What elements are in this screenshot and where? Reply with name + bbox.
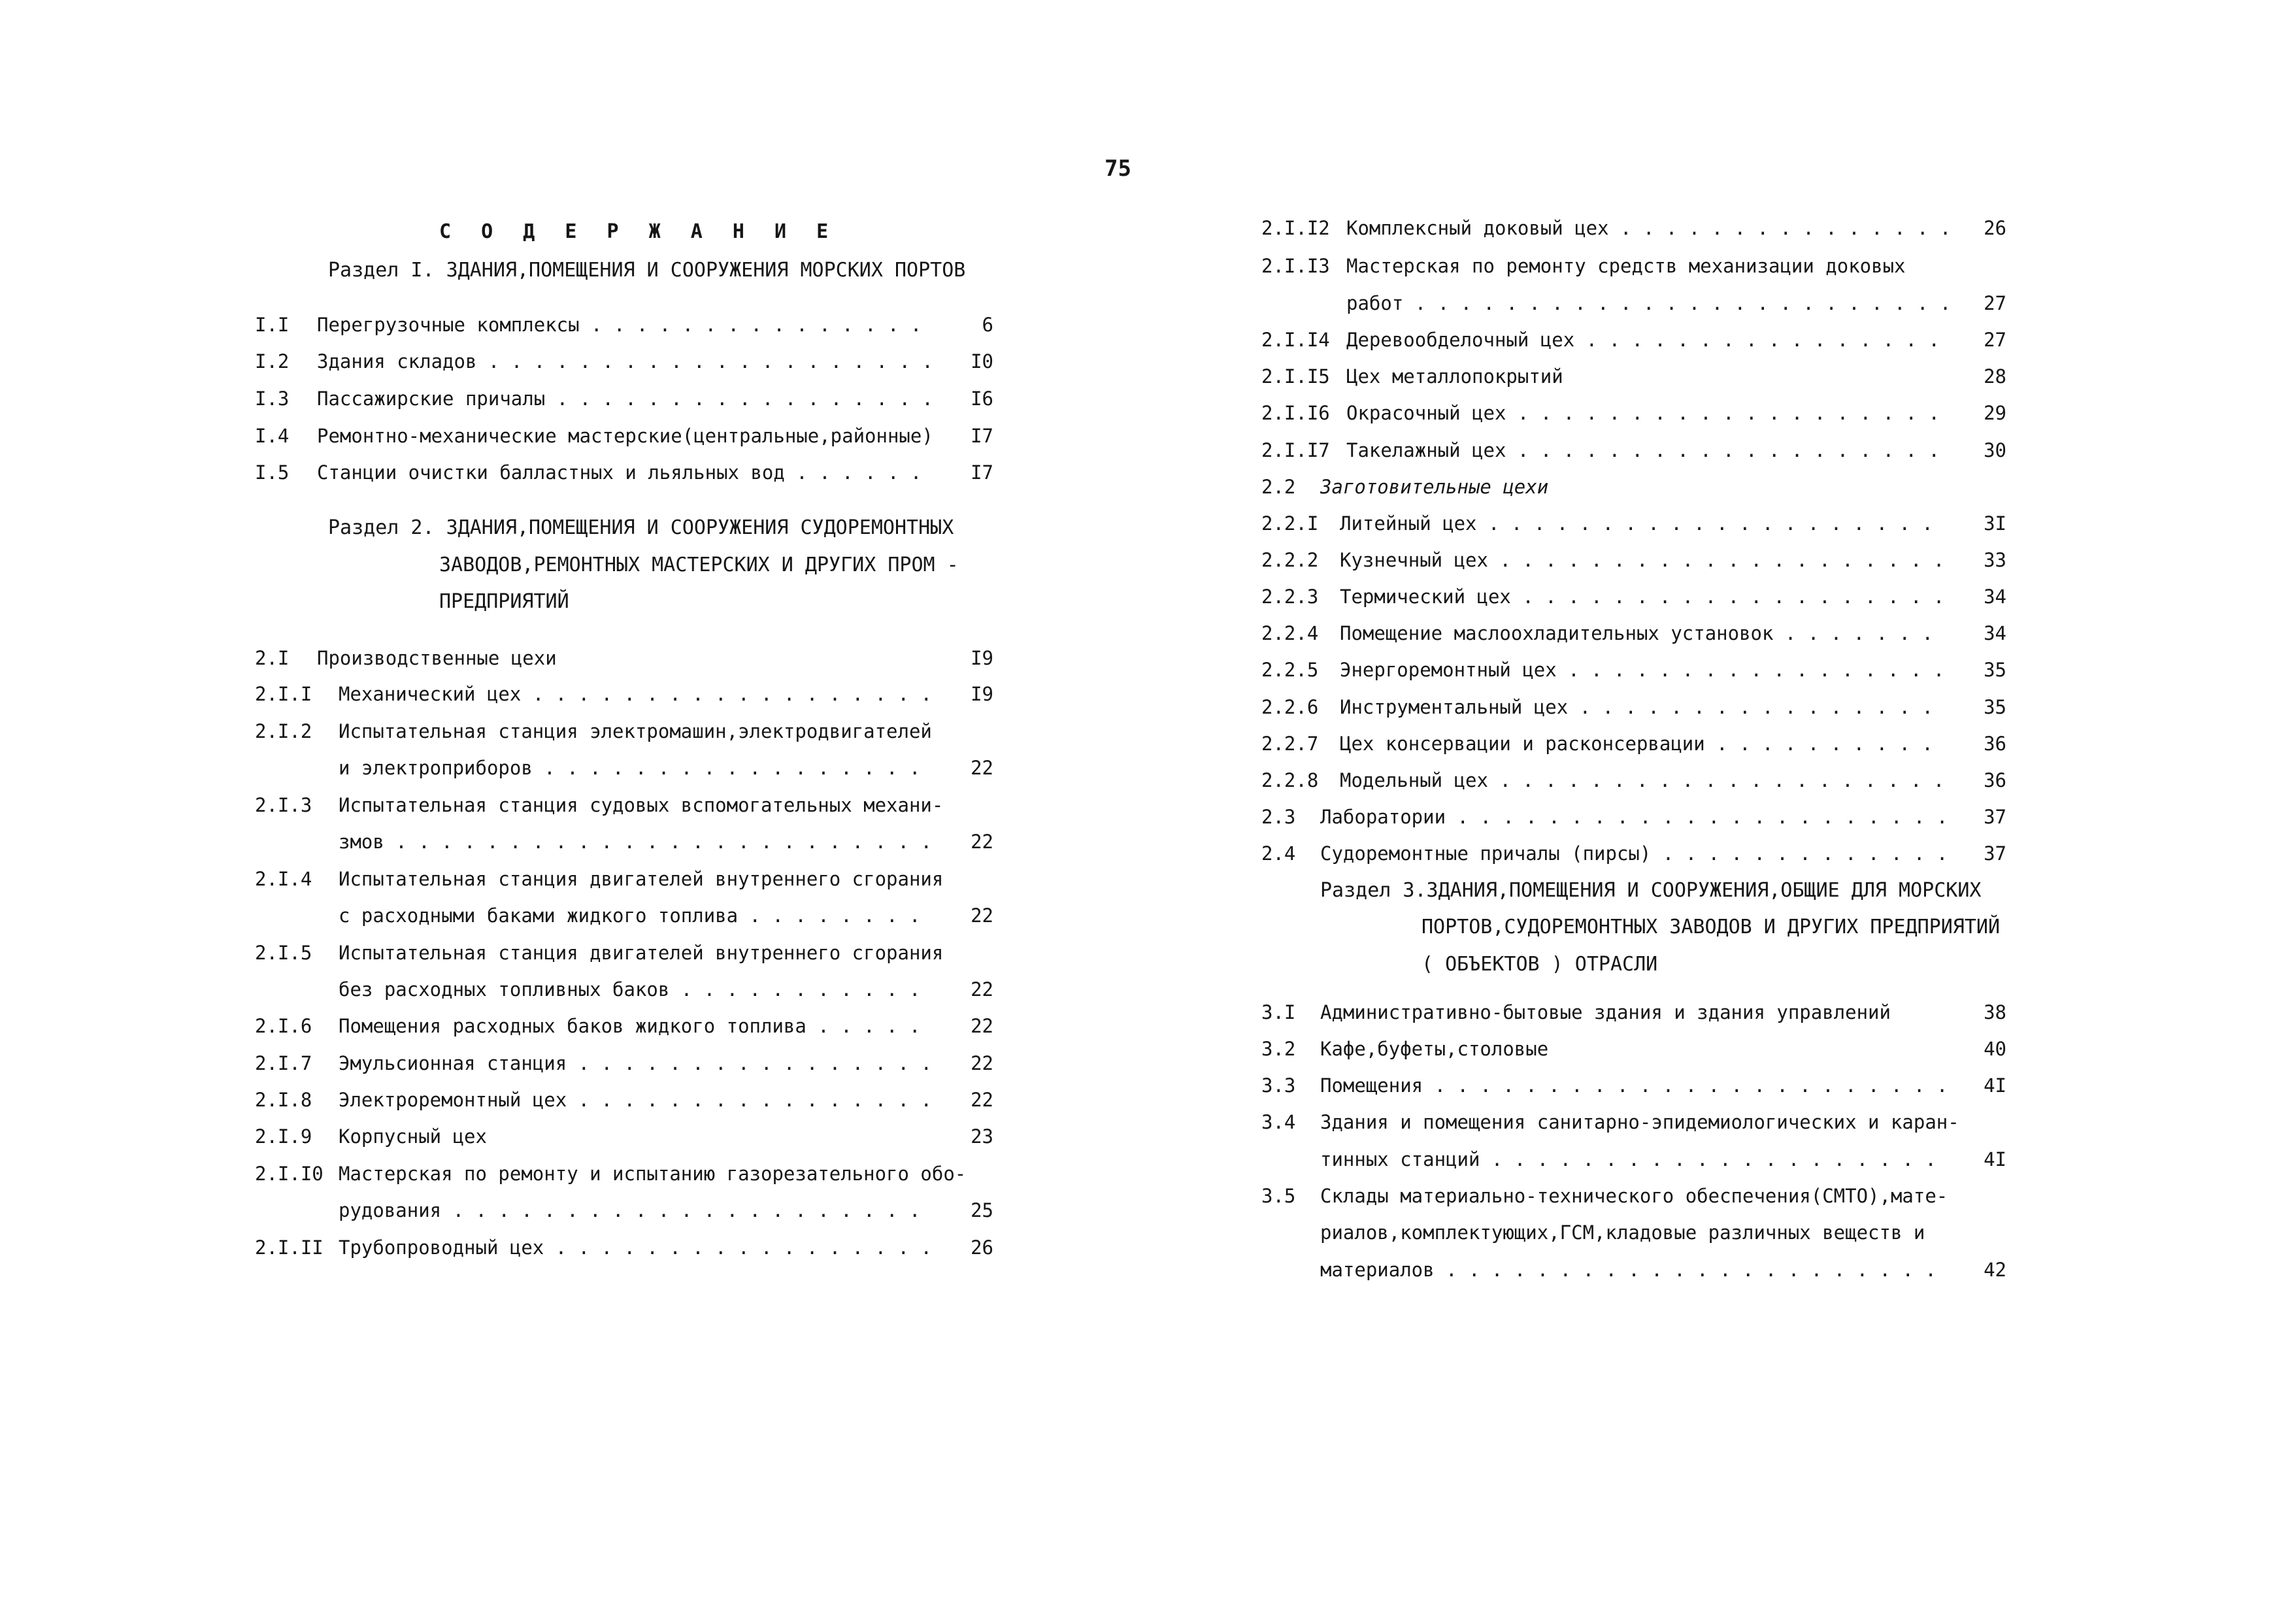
- entry-title: Станции очистки балластных и льяльных вод . . .: [317, 461, 935, 484]
- entry-title: Цех консервации и расконсервации . . .: [1340, 733, 1948, 755]
- entry-page: 29: [1984, 402, 2006, 424]
- entry-page: I7: [971, 461, 993, 484]
- entry-number: 2.I.6: [255, 1015, 312, 1037]
- toc-entry[interactable]: [1261, 255, 2006, 288]
- entry-number: 2.I.I0: [255, 1163, 324, 1185]
- entry-title-continued: с расходными баками жидкого топлива . . .: [339, 904, 935, 927]
- entry-title-continued: риалов,комплектующих,ГСМ,кладовые различных веществ и: [1320, 1221, 1925, 1244]
- toc-entry-continuation[interactable]: [255, 1199, 993, 1232]
- toc-entry[interactable]: [255, 388, 993, 420]
- toc-entry[interactable]: [1261, 842, 2006, 875]
- entry-title: Комплексный доковый цех . . .: [1346, 217, 1948, 239]
- entry-number: 3.5: [1261, 1185, 1296, 1207]
- entry-title: Здания и помещения санитарно-эпидемиологических и каран-: [1320, 1111, 1959, 1133]
- section-3-heading-line2: ПОРТОВ,СУДОРЕМОНТНЫХ ЗАВОДОВ И ДРУГИХ ПРЕДПРИЯТИЙ: [1421, 916, 2001, 938]
- entry-title-continued: без расходных топливных баков . . .: [339, 978, 935, 1001]
- entry-page: 22: [971, 1015, 993, 1037]
- toc-entry[interactable]: [255, 720, 993, 753]
- entry-title: Перегрузочные комплексы . . .: [317, 314, 935, 336]
- entry-page: 37: [1984, 806, 2006, 828]
- entry-title: Заготовительные цехи: [1320, 476, 1549, 498]
- toc-title: С О Д Е Р Ж А Н И Е: [439, 220, 838, 243]
- entry-title: Склады материально-технического обеспечения(СМТО),мате-: [1320, 1185, 1948, 1207]
- toc-entry-continuation[interactable]: [255, 904, 993, 937]
- entry-title: Термический цех . . .: [1340, 586, 1948, 608]
- entry-title: Испытательная станция электромашин,электродвигателей: [339, 720, 932, 742]
- entry-title: Испытательная станция двигателей внутреннего сгорания: [339, 942, 944, 964]
- entry-number: I.4: [255, 425, 290, 447]
- entry-title: Корпусный цех: [339, 1125, 487, 1148]
- entry-number: 2.2.8: [1261, 769, 1319, 791]
- entry-page: 37: [1984, 842, 2006, 865]
- entry-number: 2.I.I: [255, 683, 312, 705]
- entry-number: 2.2: [1261, 476, 1296, 498]
- entry-title-continued: рудования . . .: [339, 1199, 935, 1221]
- toc-entry[interactable]: [1261, 217, 2006, 250]
- entry-page: 4I: [1984, 1148, 2006, 1170]
- entry-number: 2.I.I4: [1261, 329, 1330, 351]
- entry-title: Литейный цех . . .: [1340, 512, 1948, 535]
- entry-number: 2.I.4: [255, 868, 312, 890]
- entry-page: I0: [971, 350, 993, 373]
- entry-page: 35: [1984, 659, 2006, 681]
- entry-page: 4I: [1984, 1074, 2006, 1097]
- entry-page: 34: [1984, 622, 2006, 644]
- toc-entry-continuation[interactable]: [1261, 1221, 2006, 1254]
- toc-entry[interactable]: [255, 942, 993, 974]
- entry-page: I9: [971, 683, 993, 705]
- toc-entry[interactable]: [1261, 659, 2006, 691]
- toc-entry-continuation[interactable]: [1261, 1148, 2006, 1181]
- entry-title: Такелажный цех . . .: [1346, 439, 1948, 461]
- entry-number: 2.2.3: [1261, 586, 1319, 608]
- entry-title: Трубопроводный цех . . .: [339, 1236, 935, 1259]
- entry-number: I.I: [255, 314, 290, 336]
- entry-title: Цех металлопокрытий: [1346, 365, 1563, 388]
- entry-title: Мастерская по ремонту средств механизации доковых: [1346, 255, 1906, 277]
- entry-page: 34: [1984, 586, 2006, 608]
- entry-page: 26: [971, 1236, 993, 1259]
- entry-title: Эмульсионная станция . . .: [339, 1052, 935, 1074]
- entry-number: 2.I.I2: [1261, 217, 1330, 239]
- toc-entry[interactable]: [255, 1163, 993, 1195]
- section-1-heading: Раздел I. ЗДАНИЯ,ПОМЕЩЕНИЯ И СООРУЖЕНИЯ МОРСКИХ ПОРТОВ: [328, 259, 966, 282]
- toc-entry[interactable]: [1261, 1111, 2006, 1144]
- entry-title: Производственные цехи: [317, 647, 557, 669]
- toc-entry-continuation[interactable]: [1261, 1259, 2006, 1291]
- toc-entry[interactable]: [255, 1089, 993, 1121]
- toc-entry-continuation[interactable]: [1261, 292, 2006, 325]
- entry-page: 26: [1984, 217, 2006, 239]
- entry-page: 28: [1984, 365, 2006, 388]
- entry-number: 2.2.6: [1261, 696, 1319, 718]
- toc-entry-continuation[interactable]: [255, 757, 993, 789]
- entry-page: 36: [1984, 769, 2006, 791]
- entry-number: 2.I.II: [255, 1236, 324, 1259]
- entry-title: Лаборатории . . .: [1320, 806, 1948, 828]
- toc-entry[interactable]: [255, 350, 993, 383]
- entry-title: Инструментальный цех . . .: [1340, 696, 1948, 718]
- toc-entry[interactable]: [1261, 476, 2006, 508]
- entry-page: 40: [1984, 1038, 2006, 1060]
- toc-entry[interactable]: [1261, 1074, 2006, 1107]
- toc-entry[interactable]: [255, 1125, 993, 1158]
- toc-entry[interactable]: [1261, 696, 2006, 729]
- toc-entry[interactable]: [255, 1236, 993, 1269]
- entry-page: I9: [971, 647, 993, 669]
- entry-title: Судоремонтные причалы (пирсы) . . .: [1320, 842, 1948, 865]
- entry-title-continued: тинных станций . . .: [1320, 1148, 1948, 1170]
- entry-number: 3.3: [1261, 1074, 1296, 1097]
- entry-title: Энергоремонтный цех . . .: [1340, 659, 1948, 681]
- entry-title: Электроремонтный цех . . .: [339, 1089, 935, 1111]
- entry-title: Помещения расходных баков жидкого топлива . . .: [339, 1015, 935, 1037]
- section-2-heading-line3: ПРЕДПРИЯТИЙ: [439, 590, 569, 613]
- toc-entry[interactable]: [1261, 1185, 2006, 1218]
- entry-page: 22: [971, 1052, 993, 1074]
- toc-entry[interactable]: [1261, 512, 2006, 545]
- entry-number: 2.2.2: [1261, 549, 1319, 571]
- entry-number: I.5: [255, 461, 290, 484]
- entry-title: Кафе,буфеты,столовые: [1320, 1038, 1549, 1060]
- entry-number: 2.2.5: [1261, 659, 1319, 681]
- toc-entry[interactable]: [255, 314, 993, 346]
- entry-title: Испытательная станция двигателей внутреннего сгорания: [339, 868, 944, 890]
- entry-page: 22: [971, 1089, 993, 1111]
- entry-number: I.2: [255, 350, 290, 373]
- toc-entry[interactable]: [255, 1015, 993, 1048]
- entry-title: Механический цех . . .: [339, 683, 935, 705]
- entry-number: 2.I.8: [255, 1089, 312, 1111]
- entry-page: 38: [1984, 1001, 2006, 1023]
- entry-number: 2.I.2: [255, 720, 312, 742]
- entry-number: 2.I.I3: [1261, 255, 1330, 277]
- entry-page: 23: [971, 1125, 993, 1148]
- toc-entry-continuation[interactable]: [255, 978, 993, 1011]
- entry-number: 2.I: [255, 647, 290, 669]
- entry-title: Помещения . . .: [1320, 1074, 1948, 1097]
- toc-entry[interactable]: [255, 794, 993, 827]
- entry-title: Пассажирские причалы . . .: [317, 388, 935, 410]
- entry-title: Здания складов . . .: [317, 350, 935, 373]
- toc-entry[interactable]: [1261, 622, 2006, 655]
- entry-number: 3.I: [1261, 1001, 1296, 1023]
- toc-entry[interactable]: [1261, 733, 2006, 765]
- toc-entry-continuation[interactable]: [255, 831, 993, 863]
- toc-entry[interactable]: [1261, 806, 2006, 838]
- entry-title: Деревообделочный цех . . .: [1346, 329, 1948, 351]
- entry-title: Помещение маслоохладительных установок . . .: [1340, 622, 1948, 644]
- entry-number: 2.I.9: [255, 1125, 312, 1148]
- entry-page: 36: [1984, 733, 2006, 755]
- entry-number: 2.I.7: [255, 1052, 312, 1074]
- entry-title-continued: и электроприборов . . .: [339, 757, 935, 779]
- entry-title: Административно-бытовые здания и здания управлений: [1320, 1001, 1891, 1023]
- entry-title-continued: змов . . .: [339, 831, 935, 853]
- toc-entry[interactable]: [255, 647, 993, 680]
- entry-page: I6: [971, 388, 993, 410]
- entry-title-continued: работ . . .: [1346, 292, 1948, 314]
- toc-entry[interactable]: [255, 425, 993, 457]
- toc-entry[interactable]: [1261, 365, 2006, 398]
- entry-page: 42: [1984, 1259, 2006, 1281]
- toc-entry[interactable]: [1261, 586, 2006, 618]
- entry-title: Ремонтно-механические мастерские(центральные,районные): [317, 425, 933, 447]
- entry-title: Испытательная станция судовых вспомогательных механи-: [339, 794, 944, 816]
- toc-entry[interactable]: [1261, 769, 2006, 802]
- entry-number: I.3: [255, 388, 290, 410]
- entry-number: 2.I.3: [255, 794, 312, 816]
- entry-title-continued: материалов . . .: [1320, 1259, 1948, 1281]
- entry-page: 6: [982, 314, 993, 336]
- entry-page: I7: [971, 425, 993, 447]
- entry-page: 22: [971, 904, 993, 927]
- entry-number: 2.2.I: [1261, 512, 1319, 535]
- entry-page: 35: [1984, 696, 2006, 718]
- toc-entry[interactable]: [1261, 329, 2006, 361]
- entry-page: 27: [1984, 292, 2006, 314]
- entry-page: 30: [1984, 439, 2006, 461]
- toc-entry[interactable]: [1261, 549, 2006, 582]
- toc-entry[interactable]: [255, 1052, 993, 1085]
- toc-entry[interactable]: [1261, 439, 2006, 472]
- section-2-heading-line1: Раздел 2. ЗДАНИЯ,ПОМЕЩЕНИЯ И СООРУЖЕНИЯ СУДОРЕМОНТНЫХ: [328, 516, 954, 539]
- entry-number: 2.3: [1261, 806, 1296, 828]
- section-2-heading-line2: ЗАВОДОВ,РЕМОНТНЫХ МАСТЕРСКИХ И ДРУГИХ ПРОМ -: [439, 554, 959, 576]
- entry-title: Кузнечный цех . . .: [1340, 549, 1948, 571]
- toc-entry[interactable]: [1261, 1038, 2006, 1070]
- entry-title: Модельный цех . . .: [1340, 769, 1948, 791]
- section-3-heading-line3: ( ОБЪЕКТОВ ) ОТРАСЛИ: [1421, 953, 1658, 976]
- entry-page: 25: [971, 1199, 993, 1221]
- section-3-heading-line1: Раздел 3.ЗДАНИЯ,ПОМЕЩЕНИЯ И СООРУЖЕНИЯ,ОБЩИЕ ДЛЯ МОРСКИХ: [1320, 879, 1982, 902]
- entry-page: 22: [971, 978, 993, 1001]
- toc-entry[interactable]: [255, 868, 993, 901]
- toc-entry[interactable]: [1261, 1001, 2006, 1034]
- entry-page: 3I: [1984, 512, 2006, 535]
- entry-page: 22: [971, 757, 993, 779]
- entry-title: Мастерская по ремонту и испытанию газорезательного обо-: [339, 1163, 967, 1185]
- entry-number: 2.I.I5: [1261, 365, 1330, 388]
- entry-number: 2.2.4: [1261, 622, 1319, 644]
- toc-entry[interactable]: [255, 683, 993, 716]
- toc-entry[interactable]: [1261, 402, 2006, 435]
- page-number: 75: [1105, 156, 1131, 182]
- entry-number: 2.4: [1261, 842, 1296, 865]
- entry-number: 2.I.5: [255, 942, 312, 964]
- entry-number: 3.4: [1261, 1111, 1296, 1133]
- entry-page: 27: [1984, 329, 2006, 351]
- entry-number: 2.I.I6: [1261, 402, 1330, 424]
- entry-number: 2.2.7: [1261, 733, 1319, 755]
- entry-title: Окрасочный цех . . .: [1346, 402, 1948, 424]
- entry-number: 3.2: [1261, 1038, 1296, 1060]
- entry-page: 22: [971, 831, 993, 853]
- toc-entry[interactable]: [255, 461, 993, 494]
- entry-number: 2.I.I7: [1261, 439, 1330, 461]
- entry-page: 33: [1984, 549, 2006, 571]
